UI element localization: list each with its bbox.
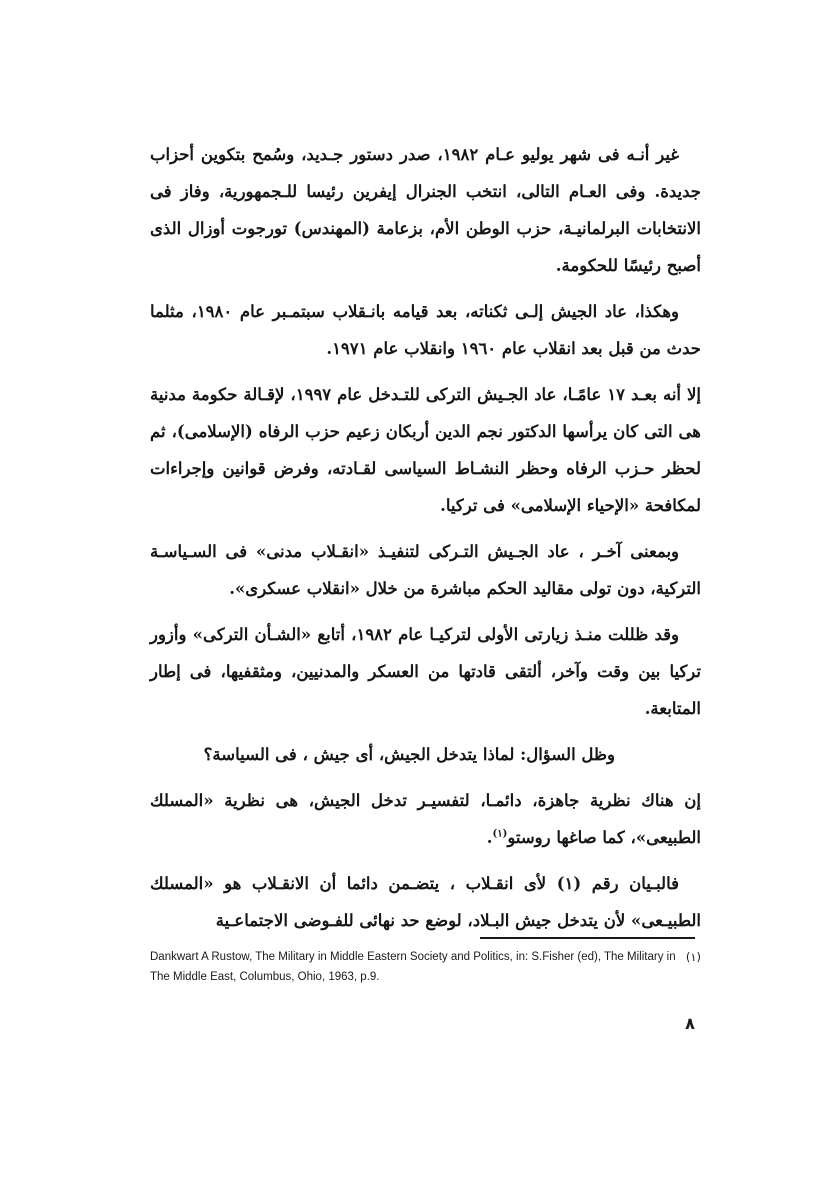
footnote-divider <box>480 937 695 939</box>
paragraph-8: فالبـيان رقم (١) لأى انقـلاب ، يتضـمن دائما أن الانقـلاب هو «المسلك الطبيـعى» لأن يتدخل جيش البـلاد، لوضع حد نهائى للفـوضى الاجتماعـية <box>150 874 701 930</box>
paragraph-4: وبمعنى آخـر ، عاد الجـيش التـركى لتنفيـذ «انقـلاب مدنى» فى السـياسـة التركية، دون تولى مقاليد الحكم مباشرة من خلال «انقلاب عسكرى». <box>150 542 701 598</box>
paragraph-2: وهكذا، عاد الجيش إلـى ثكناته، بعد قيامه بانـقلاب سبتمـبر عام ١٩٨٠، مثلما حدث من قبل بعد انقلاب عام ١٩٦٠ وانقلاب عام ١٩٧١. <box>150 302 701 358</box>
paragraph-6: وظل السؤال: لماذا يتدخل الجيش، أى جيش ، فى السياسة؟ <box>203 745 615 764</box>
paragraph-7: إن هناك نظرية جاهزة، دائمـا، لتفسيـر تدخل الجيش، هى نظرية «المسلك الطبيعى»، كما صاغها روستو$^{(١)}$. <box>150 791 701 847</box>
body-text <box>150 136 701 948</box>
footnote-reference: (١) <box>492 828 508 840</box>
paragraph-1: غير أنـه فى شهر يوليو عـام ١٩٨٢، صدر دستور جـديد، وسُمح بتكوين أحزاب جديدة. وفى العـام التالى، انتخب الجنرال إيفرين رئيسا للـجمهورية، وفاز فى الانتخابات البرلمانيـة، حزب الوطن الأم، بزعامة (المهندس) تورجوت أوزال الذى أصبح رئيسًا للحكومة. <box>150 145 701 275</box>
footnote <box>150 947 701 987</box>
paragraph-3: إلا أنه بعـد ١٧ عامًـا، عاد الجـيش التركى للتـدخل عام ١٩٩٧، لإقـالة حكومة مدنية هى التى كان يرأسها الدكتور نجم الدين أربكان زعيم حزب الرفاه (الإسلامى)، ثم لحظر حـزب الرفاه وحظر النشـاط السياسى لقـادته، وفرض قوانين وإجراءات لمكافحة «الإحياء الإسلامى» فى تركيا. <box>150 385 701 515</box>
paragraph-5: وقد ظللت منـذ زيارتى الأولى لتركيـا عام ١٩٨٢، أتابع «الشـأن التركى» وأزور تركيا بين وقت وآخر، ألتقى قادتها من العسكر والمدنيين، ومثقفيها، فى إطار المتابعة. <box>150 625 701 718</box>
page-number: ٨ <box>685 1014 695 1033</box>
footnote-text: Dankwart A Rustow, The Military in Middle Eastern Society and Politics, in: S.Fisher (ed), The Military in The Middle East, Columbus, Ohio, 1963, p.9. <box>150 951 676 983</box>
footnote-marker: (١) <box>685 950 701 964</box>
paragraph-7-text: إن هناك نظرية جاهزة، دائمـا، لتفسيـر تدخل الجيش، هى نظرية «المسلك الطبيعى»، كما صاغها روستو <box>150 791 701 847</box>
